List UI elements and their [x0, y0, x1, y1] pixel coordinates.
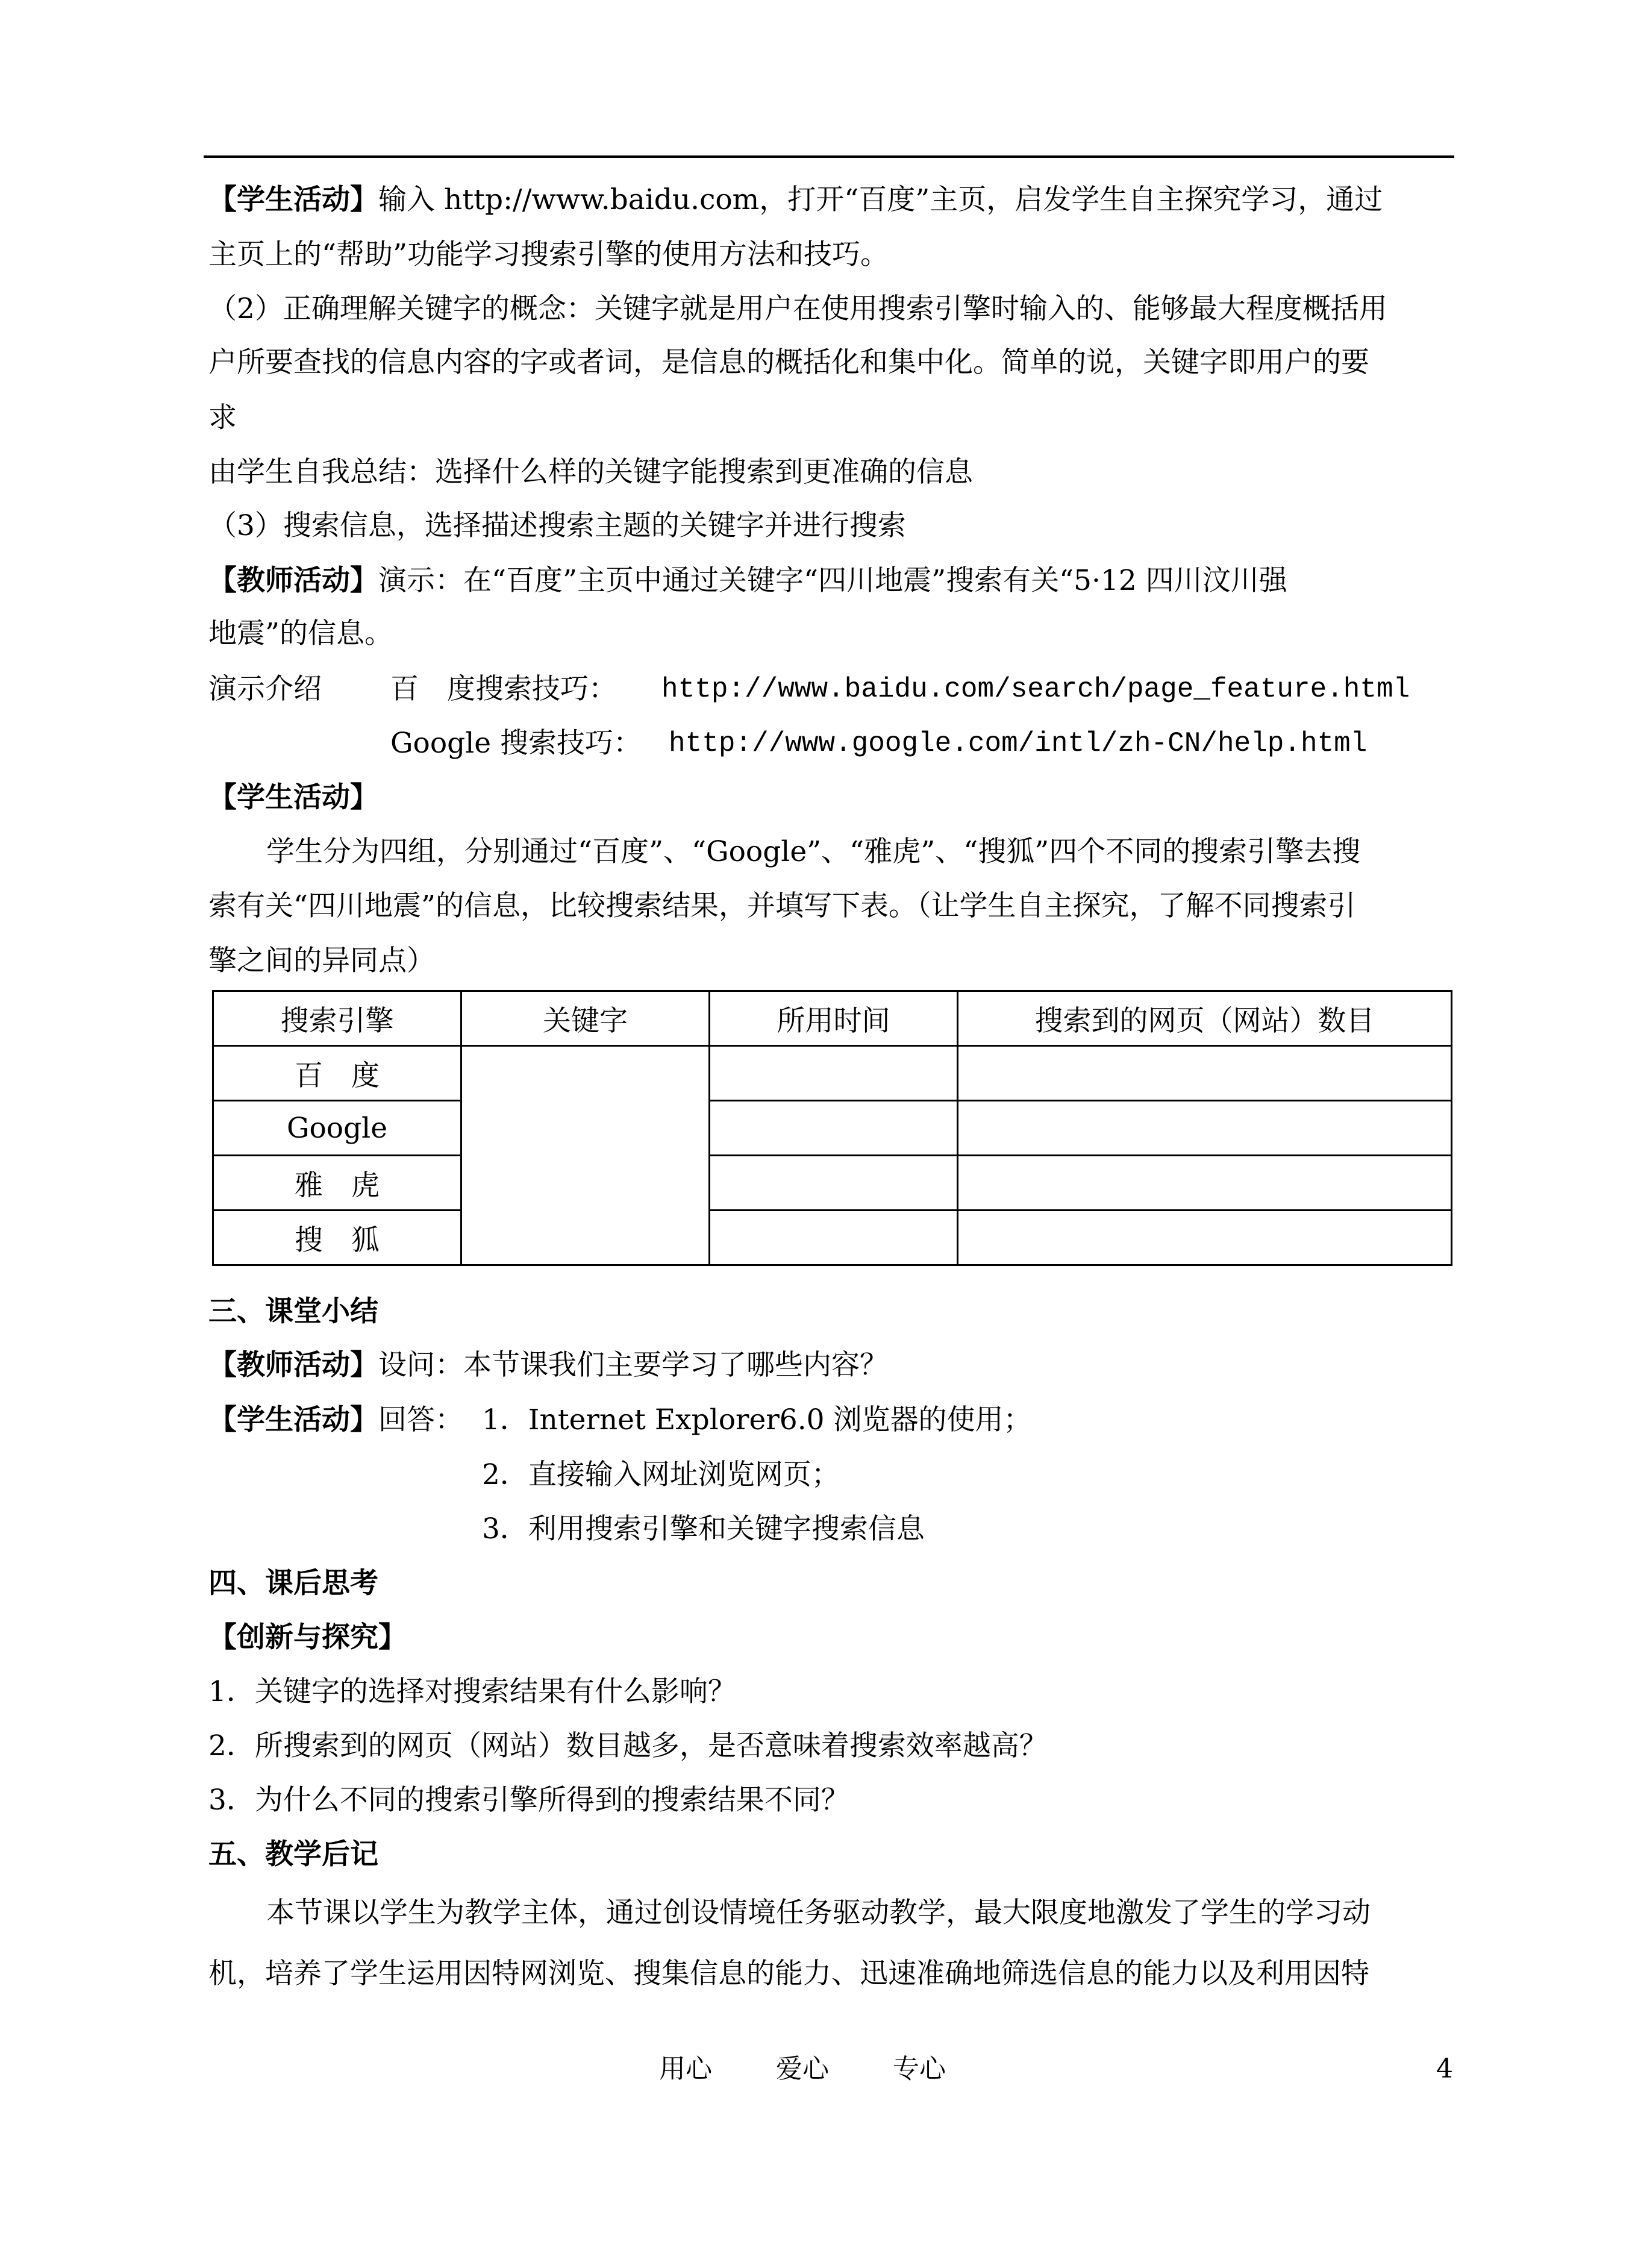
engine-cell: 雅 虎 — [213, 1156, 461, 1211]
paragraph-line: 地震”的信息。 — [208, 617, 393, 650]
table-row — [213, 1211, 1452, 1265]
time-cell — [710, 1101, 958, 1156]
footer-motto: 用心 — [659, 2053, 712, 2084]
question-item: 2．所搜索到的网页（网站）数目越多，是否意味着搜索效率越高？ — [208, 1729, 1048, 1762]
footer-motto: 专心 — [893, 2053, 946, 2084]
answer-item: 2．直接输入网址浏览网页； — [482, 1458, 840, 1491]
paragraph-line: 擎之间的异同点） — [208, 944, 435, 977]
table-header-cell: 搜索引擎 — [213, 991, 461, 1046]
table-row — [213, 1156, 1452, 1211]
count-cell — [958, 1156, 1452, 1211]
section-tag: 【学生活动】 — [208, 1403, 378, 1436]
paragraph-line: 户所要查找的信息内容的字或者词，是信息的概括化和集中化。简单的说，关键字即用户的要 — [208, 346, 1369, 379]
time-cell — [710, 1156, 958, 1211]
footer-motto: 爱心 — [776, 2053, 829, 2084]
paragraph-line — [208, 563, 1287, 599]
baidu-tips-link[interactable]: http://www.baidu.com/search/page_feature.html — [661, 674, 1410, 705]
question-item: 1．关键字的选择对搜索结果有什么影响？ — [208, 1675, 736, 1708]
paragraph-line — [208, 182, 1383, 218]
section-tag: 【教师活动】 — [208, 1349, 378, 1382]
table-header-row — [213, 991, 1452, 1046]
section-heading: 四、课后思考 — [208, 1567, 378, 1600]
engine-cell: Google — [213, 1101, 461, 1156]
paragraph-line: （2）正确理解关键字的概念：关键字就是用户在使用搜索引擎时输入的、能够最大程度概括用 — [208, 292, 1387, 325]
line-text: 演示：在“百度”主页中通过关键字“四川地震”搜索有关“5·12 四川汶川强 — [378, 564, 1287, 597]
table-header-cell: 搜索到的网页（网站）数目 — [958, 991, 1452, 1046]
paragraph-line: 机，培养了学生运用因特网浏览、搜集信息的能力、迅速准确地筛选信息的能力以及利用因特 — [208, 1957, 1369, 1990]
line-text: 回答： — [378, 1403, 463, 1436]
baidu-tips-label: 百 度搜索技巧： — [390, 672, 617, 706]
line-text: 输入 http://www.baidu.com，打开“百度”主页，启发学生自主探究学习，通过 — [378, 183, 1383, 216]
section-tag: 【教师活动】 — [208, 564, 378, 597]
engine-cell: 百 度 — [213, 1046, 461, 1101]
comparison-table — [212, 990, 1452, 1266]
paragraph-line — [208, 1347, 888, 1383]
header-rule — [204, 155, 1454, 158]
paragraph-line: 索有关“四川地震”的信息，比较搜索结果，并填写下表。（让学生自主探究，了解不同搜索引 — [208, 889, 1356, 923]
paragraph-line: 本节课以学生为教学主体，通过创设情境任务驱动教学，最大限度地激发了学生的学习动 — [266, 1896, 1371, 1929]
section-tag: 【学生活动】 — [208, 183, 378, 216]
demo-label: 演示介绍 — [208, 672, 322, 706]
paragraph-line — [208, 1402, 463, 1438]
answer-item: 1．Internet Explorer6.0 浏览器的使用； — [482, 1403, 1032, 1436]
time-cell — [710, 1211, 958, 1265]
question-item: 3．为什么不同的搜索引擎所得到的搜索结果不同？ — [208, 1784, 849, 1817]
section-tag: 【学生活动】 — [208, 781, 378, 814]
paragraph-line: 由学生自我总结：选择什么样的关键字能搜索到更准确的信息 — [208, 456, 973, 489]
count-cell — [958, 1046, 1452, 1101]
answer-item: 3．利用搜索引擎和关键字搜索信息 — [482, 1512, 925, 1546]
keyword-cell — [461, 1046, 710, 1265]
page-number: 4 — [1436, 2053, 1453, 2084]
google-tips-link[interactable]: http://www.google.com/intl/zh-CN/help.html — [669, 728, 1368, 759]
table-row — [213, 1046, 1452, 1101]
line-text: 设问：本节课我们主要学习了哪些内容？ — [378, 1349, 888, 1382]
table-header-cell: 所用时间 — [710, 991, 958, 1046]
google-tips-label: Google 搜索技巧： — [390, 727, 642, 760]
paragraph-line: （3）搜索信息，选择描述搜索主题的关键字并进行搜索 — [208, 509, 906, 542]
engine-cell: 搜 狐 — [213, 1211, 461, 1265]
paragraph-line: 求 — [208, 401, 237, 434]
table-row — [213, 1101, 1452, 1156]
section-heading: 三、课堂小结 — [208, 1295, 378, 1328]
count-cell — [958, 1101, 1452, 1156]
paragraph-line: 主页上的“帮助”功能学习搜索引擎的使用方法和技巧。 — [208, 238, 889, 271]
time-cell — [710, 1046, 958, 1101]
count-cell — [958, 1211, 1452, 1265]
paragraph-line: 学生分为四组，分别通过“百度”、“Google”、“雅虎”、“搜狐”四个不同的搜索引擎去搜 — [266, 835, 1361, 868]
section-tag: 【创新与探究】 — [208, 1621, 407, 1654]
table-header-cell: 关键字 — [461, 991, 710, 1046]
section-heading: 五、教学后记 — [208, 1838, 378, 1871]
